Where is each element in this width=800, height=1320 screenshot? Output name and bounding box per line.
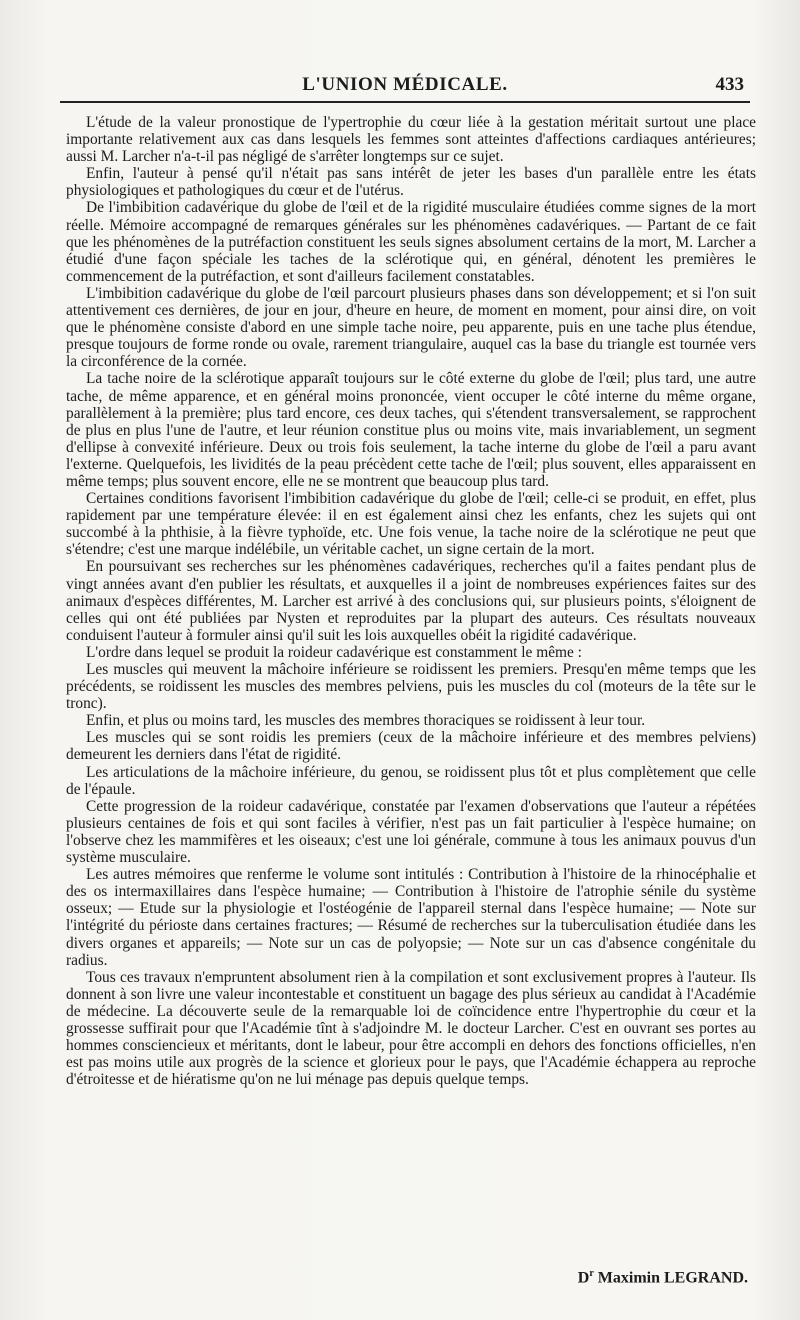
paragraph: La tache noire de la sclérotique apparaît toujours sur le côté externe du globe de l'œil; plus tard, une autre tache, de même apparence, et en général moins prononcée, vient occuper le côté interne du même organe, parallèlement à la première; plus tard encore, ces deux taches, qui s'étendent transversalement, se rapprochent de plus en plus l'une de l'autre, et leur réunion constitue plus ou moins vite, mais invariablement, un segment d'ellipse à convexité inférieure. Deux ou trois fois seulement, la tache interne du globe de l'œil a paru avant l'externe. Quelquefois, les lividités de la peau précèdent cette tache de l'œil; plus souvent, elles apparaissent en même temps; plus souvent encore, elle ne se montrent que beaucoup plus tard.: [66, 370, 756, 490]
paragraph: De l'imbibition cadavérique du globe de l'œil et de la rigidité musculaire étudiées comme signes de la mort réelle. Mémoire accompagné de remarques générales sur les phénomènes cadavériques. — Partant de ce fait que les phénomènes de la putréfaction constituent les seuls signes absolument certains de la mort, M. Larcher a étudié d'une façon spéciale les taches de la sclérotique qui, en général, dénotent les premières le commencement de la putréfaction, et sont d'ailleurs facilement constatables.: [66, 199, 756, 285]
paragraph: Enfin, et plus ou moins tard, les muscles des membres thoraciques se roidissent à leur tour.: [86, 712, 646, 730]
paragraph: Les autres mémoires que renferme le volume sont intitulés : Contribution à l'histoire de la rhinocéphalie et des os intermaxillaires dans l'espèce humaine; — Contribution à l'histoire de l'atrophie sénile du système osseux; — Etude sur la physiologie et l'ostéogénie de l'appareil sternal dans l'espèce humaine; — Note sur l'intégrité du périoste dans certaines fractures; — Résumé de recherches sur la tuberculisation étudiée dans les divers organes et appareils; — Note sur un cas de polyopsie; — Note sur un cas d'absence congénitale du radius.: [66, 866, 756, 969]
paragraph: L'ordre dans lequel se produit la roideur cadavérique est constamment le même :: [86, 643, 582, 661]
running-title: L'UNION MÉDICALE.: [302, 74, 508, 95]
paragraph: Les muscles qui meuvent la mâchoire inférieure se roidissent les premiers. Presqu'en même temps que les précédents, se roidissent les muscles des membres pelviens, puis les muscles du col (moteurs de la tête sur le tronc).: [66, 661, 756, 713]
author-signature: [578, 1268, 748, 1287]
page-number: 433: [715, 74, 744, 95]
signature-sup: r: [589, 1268, 594, 1279]
paragraph: Les articulations de la mâchoire inférieure, du genou, se roidissent plus tôt et plus complètement que celle de l'épaule.: [66, 763, 756, 798]
paragraph: En poursuivant ses recherches sur les phénomènes cadavériques, recherches qu'il a faites pendant plus de vingt années avant d'en publier les résultats, et auxquelles il a joint de nombreuses expériences faites sur des animaux d'espèces différentes, M. Larcher est arrivé à des conclusions qui, sur plusieurs points, s'éloignent de celles qui ont été publiées par Nysten et reproduites par la plupart des auteurs. Ces résultats nouveaux conduisent l'auteur à formuler ainsi qu'il suit les lois auxquelles obéit la rigidité cadavérique.: [66, 558, 756, 644]
header-rule: [60, 101, 750, 103]
paragraph: Les muscles qui se sont roidis les premiers (ceux de la mâchoire inférieure et des membres pelviens) demeurent les derniers dans l'état de rigidité.: [66, 729, 756, 764]
paragraph: Tous ces travaux n'empruntent absolument rien à la compilation et sont exclusivement propres à l'auteur. Ils donnent à son livre une valeur incontestable et constituent un bagage des plus sérieux au candidat à l'Académie de médecine. La découverte seule de la remarquable loi de coïncidence entre l'hypertrophie du cœur et la grossesse suffirait pour que l'Académie tînt à s'adjoindre M. le docteur Larcher. C'est en ouvrant ses portes au hommes consciencieux et méritants, dont le labeur, pour être accompli en dehors des fonctions officielles, n'en est pas moins utile aux progrès de la science et glorieux pour le pays, que l'Académie échappera au reproche d'étroitesse et de hiératisme qu'on ne lui ménage pas depuis quelque temps.: [66, 968, 756, 1089]
page-header: [60, 70, 750, 100]
paragraph: Enfin, l'auteur à pensé qu'il n'était pas sans intérêt de jeter les bases d'un parallèle entre les états physiologiques et pathologiques du cœur et de l'utérus.: [66, 165, 756, 200]
paragraph: Cette progression de la roideur cadavérique, constatée par l'examen d'observations que l'auteur a répétées plusieurs centaines de fois et qui sont faciles à vérifier, n'est pas un fait particulier à l'espèce humaine; on l'observe chez les mammifères et les oiseaux; c'est une loi générale, commune à tous les animaux pouvus d'un système musculaire.: [66, 797, 756, 867]
paragraph: L'étude de la valeur pronostique de l'ypertrophie du cœur liée à la gestation méritait surtout une place importante relativement aux cas dans lesquels les femmes sont atteintes d'affections cardiaques antérieures; aussi M. Larcher n'a-t-il pas négligé de s'arrêter longtemps sur ce sujet.: [66, 114, 756, 166]
paragraph: Certaines conditions favorisent l'imbibition cadavérique du globe de l'œil; celle-ci se produit, en effet, plus rapidement par une température élevée: il en est également ainsi chez les enfants, chez les sujets qui ont succombé à la phthisie, à la fièvre typhoïde, etc. Une fois venue, la tache noire de la sclérotique ne peut que s'étendre; c'est une marque indélébile, un véritable cachet, un signe certain de la mort.: [66, 490, 756, 559]
signature-name: Maximin LEGRAND.: [597, 1269, 748, 1287]
article-body: [66, 114, 756, 1088]
signature-prefix: D: [577, 1269, 590, 1287]
paragraph: L'imbibition cadavérique du globe de l'œil parcourt plusieurs phases dans son développement; et si l'on suit attentivement ces dernières, de jour en jour, d'heure en heure, de moment en moment, pour ainsi dire, on voit que le phénomène consiste d'abord en une simple tache noire, peu apparente, puis en une tache plus étendue, presque toujours de forme ronde ou ovale, rarement triangulaire, auquel cas la base du triangle est tournée vers la circonférence de la cornée.: [66, 284, 756, 371]
